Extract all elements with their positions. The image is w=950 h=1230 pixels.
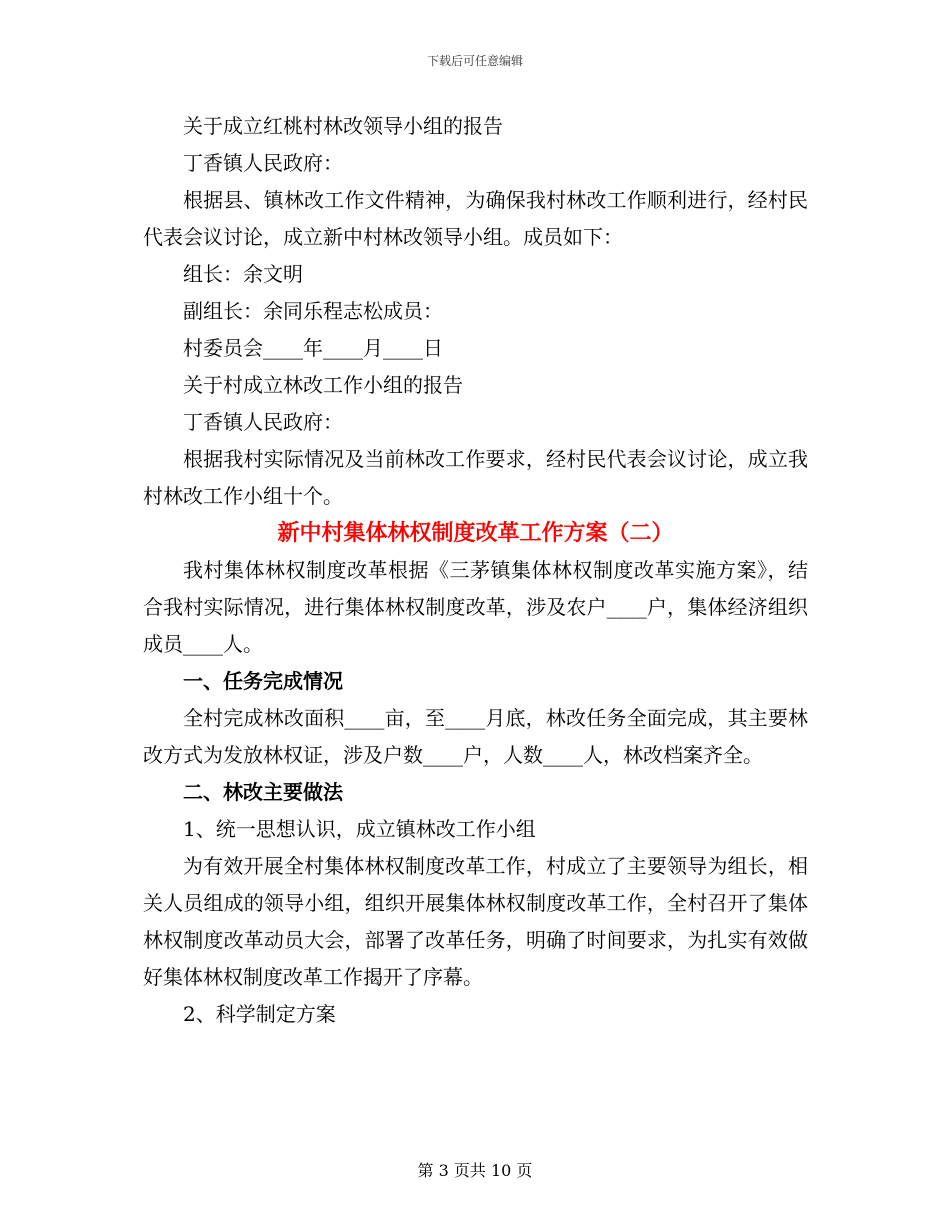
page-footer: 第 3 页共 10 页	[417, 1161, 533, 1180]
paragraph-intro: 我村集体林权制度改革根据《三茅镇集体林权制度改革实施方案》，结合我村实际情况，进行集体林权制度改革，涉及农户____户，集体经济组织成员____人。	[143, 558, 808, 656]
signature-date: 村委员会____年____月____日	[183, 336, 443, 360]
addressee-2: 丁香镇人民政府：	[183, 410, 343, 434]
team-leader: 组长：余文明	[183, 262, 303, 286]
addressee-1: 丁香镇人民政府：	[183, 151, 343, 175]
report-title-1: 关于成立红桃村林改领导小组的报告	[183, 114, 503, 138]
paragraph-unify-thinking: 为有效开展全村集体林权制度改革工作，村成立了主要领导为组长，相关人员组成的领导小组，组织开展集体林权制度改革工作，全村召开了集体林权制度改革动员大会，部署了改革任务，明确了时间要求，为扎实有效做好集体林权制度改革工作揭开了序幕。	[143, 854, 808, 989]
deputy-leader: 副组长：余同乐程志松成员：	[183, 299, 443, 323]
section-title: 新中村集体林权制度改革工作方案（二）	[277, 521, 674, 546]
heading-main-methods: 二、林改主要做法	[183, 780, 343, 804]
heading-task-completion: 一、任务完成情况	[183, 669, 343, 693]
paragraph-basis-2: 根据我村实际情况及当前林改工作要求，经村民代表会议讨论，成立我村林改工作小组十个。	[143, 447, 808, 508]
report-title-2: 关于村成立林改工作小组的报告	[183, 373, 463, 397]
document-body	[143, 108, 808, 1033]
paragraph-task-completion: 全村完成林改面积____亩，至____月底，林改任务全面完成，其主要林改方式为发放林权证，涉及户数____户，人数____人，林改档案齐全。	[143, 706, 808, 767]
subheading-make-plan: 2、科学制定方案	[183, 1002, 336, 1026]
page-header: 下载后可任意编辑	[426, 54, 523, 68]
paragraph-basis-1: 根据县、镇林改工作文件精神，为确保我村林改工作顺利进行，经村民代表会议讨论，成立新中村林改领导小组。成员如下：	[143, 188, 808, 249]
subheading-unify-thinking: 1、统一思想认识，成立镇林改工作小组	[183, 817, 536, 841]
